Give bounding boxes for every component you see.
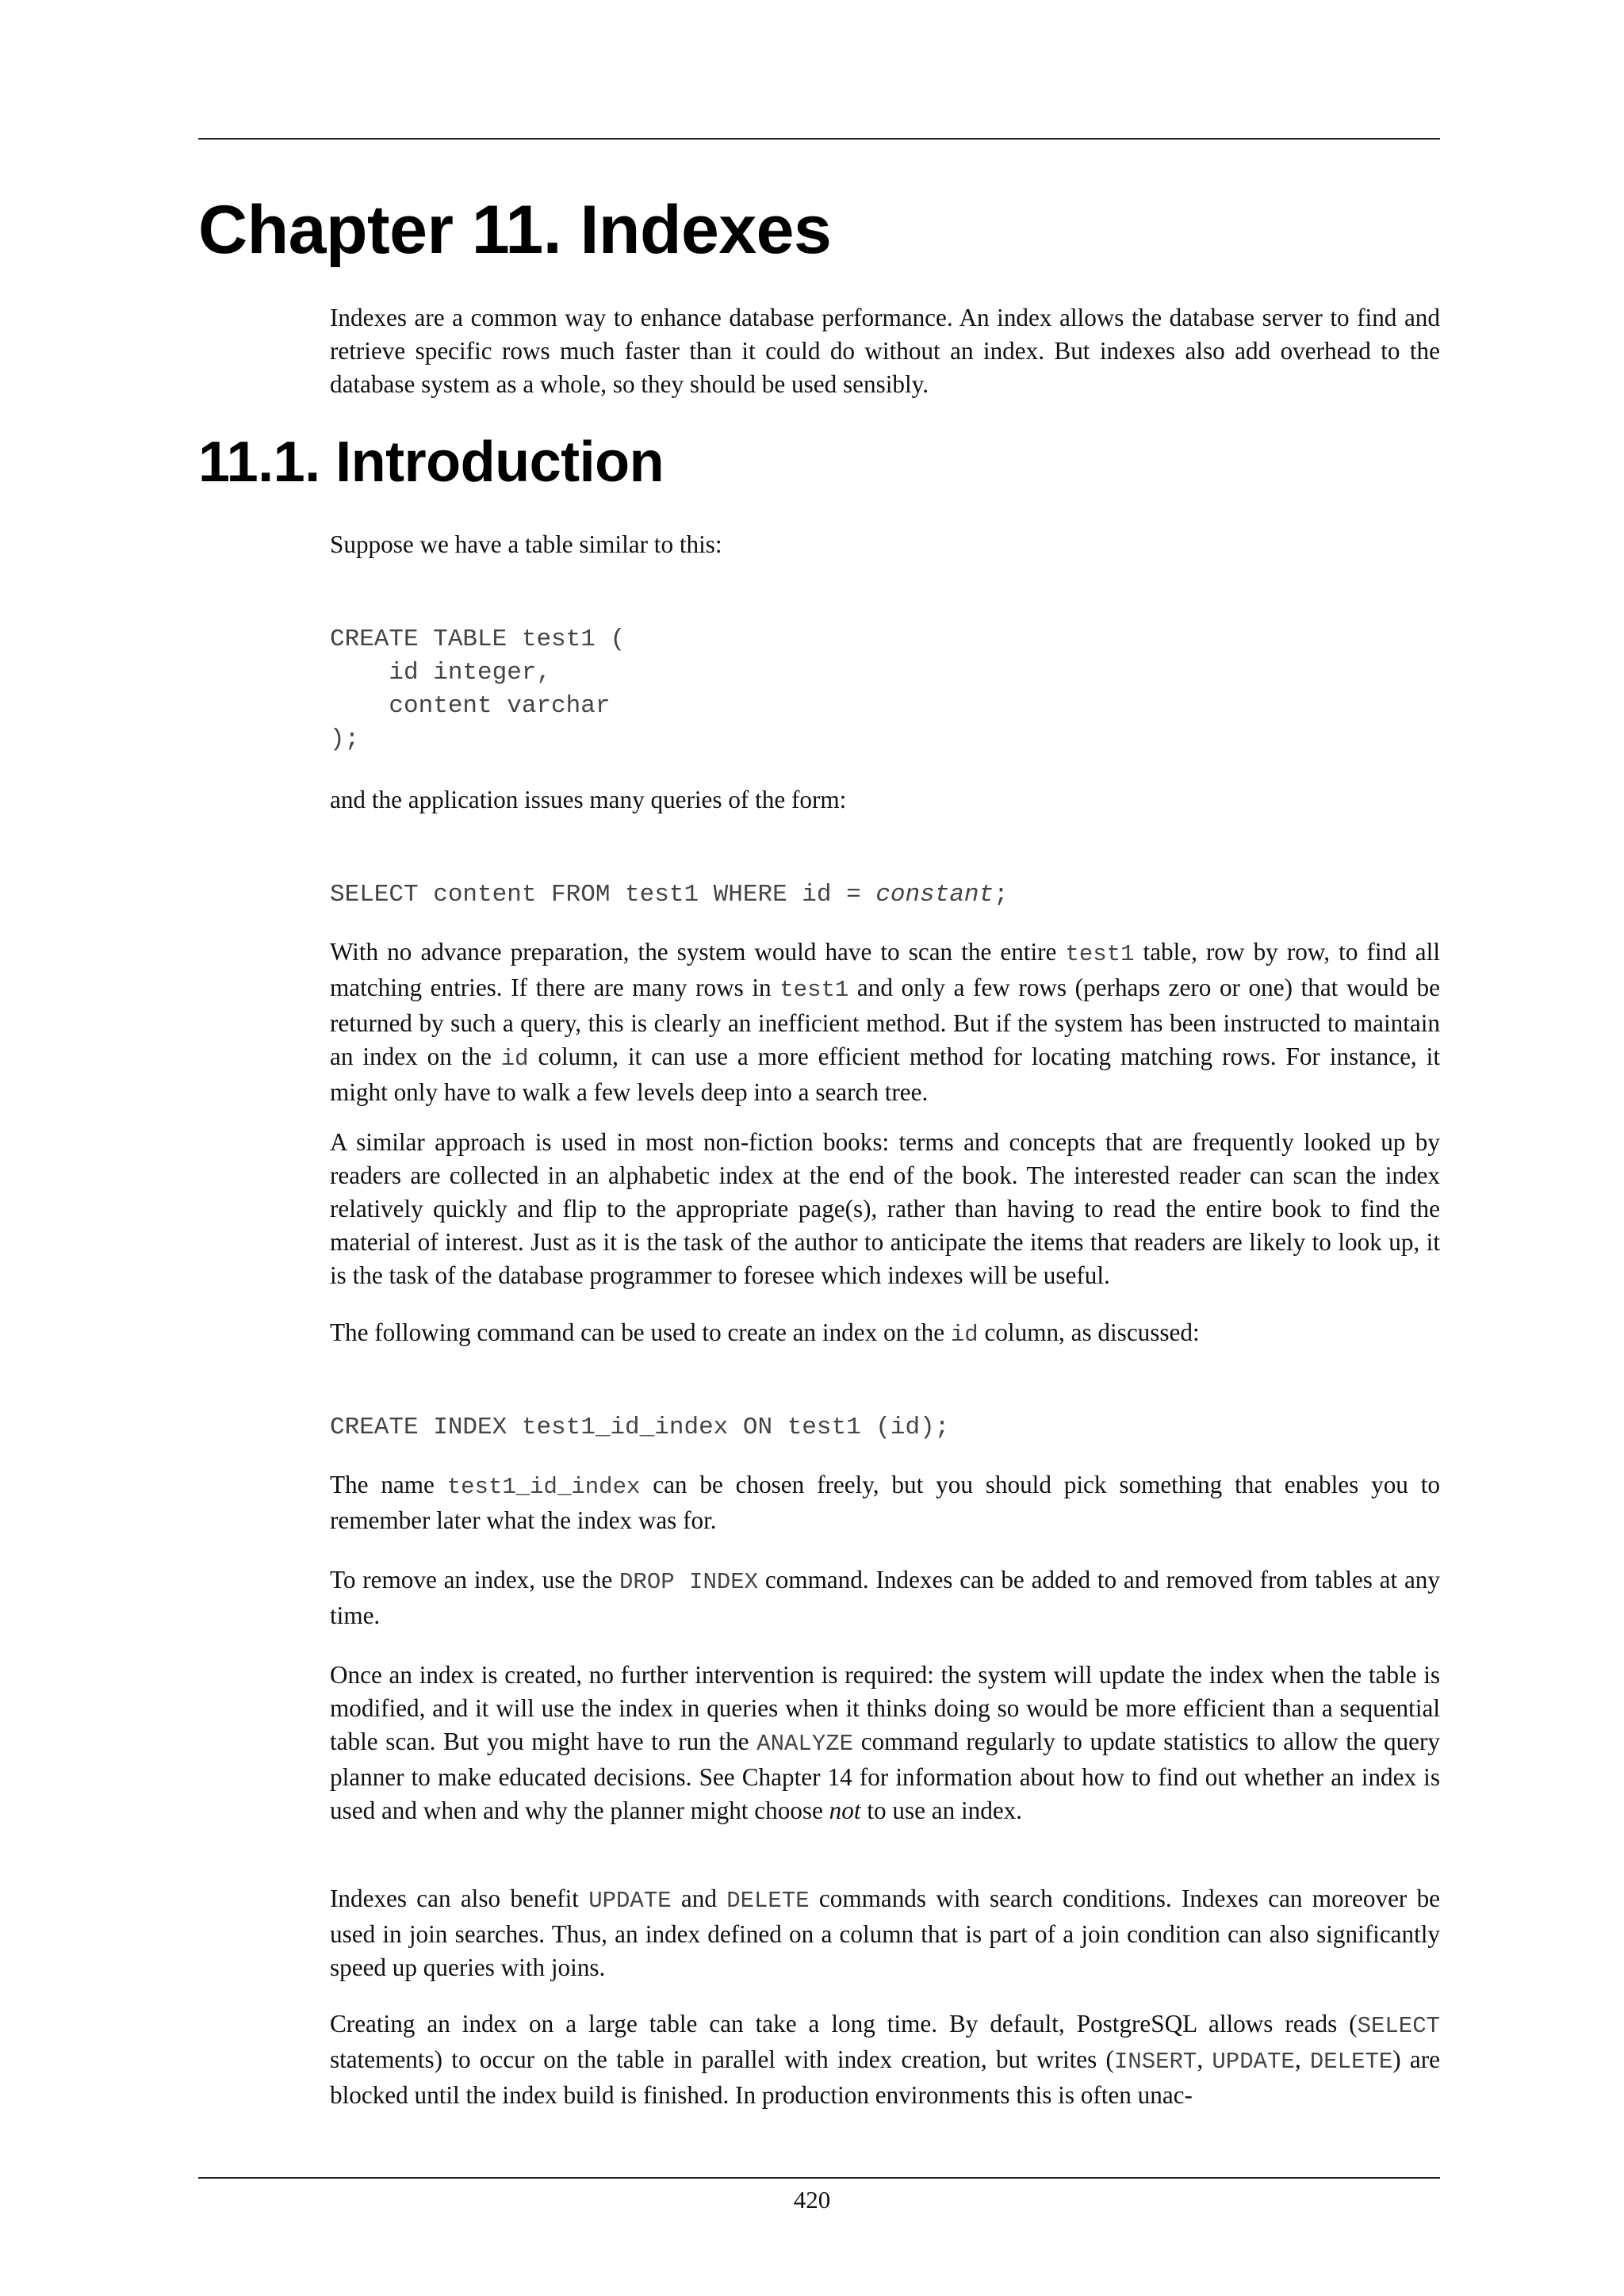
text-run: statements) to occur on the table in parallel with index creation, but writes ( bbox=[330, 2045, 1114, 2073]
inline-code-index-name: test1_id_index bbox=[446, 1474, 641, 1500]
text-run: The name bbox=[330, 1471, 447, 1498]
text-run: With no advance preparation, the system would have to scan the entire bbox=[330, 938, 1066, 966]
paragraph-benefit bbox=[330, 1882, 1440, 1984]
text-run: To remove an index, use the bbox=[330, 1566, 620, 1594]
paragraph-once bbox=[330, 1659, 1440, 1827]
text-run: Indexes can also benefit bbox=[330, 1885, 589, 1912]
text-run: for information about how to find out whether an index is used and when and why the planner might choose bbox=[330, 1763, 1440, 1824]
text-run: , bbox=[1294, 2045, 1310, 2073]
footer-rule bbox=[198, 2177, 1440, 2179]
code-create-table: CREATE TABLE test1 ( id integer, content varchar ); bbox=[330, 626, 626, 753]
inline-code-update: UPDATE bbox=[1212, 2049, 1295, 2075]
inline-code-insert: INSERT bbox=[1113, 2049, 1197, 2075]
chapter-title: Chapter 11. Indexes bbox=[198, 192, 832, 268]
inline-code-analyze: ANALYZE bbox=[756, 1731, 854, 1757]
text-run: Once an index is created, no further intervention is required: the system will update the index when the table is modified, and it will use the index in queries when it thinks doing so would be more efficient than a sequential table scan. But you might have to run the bbox=[330, 1661, 1440, 1755]
inline-code-drop-index: DROP INDEX bbox=[619, 1569, 759, 1595]
code-select-prefix: SELECT content FROM test1 WHERE id = bbox=[330, 881, 876, 909]
intro-paragraph: Indexes are a common way to enhance database performance. An index allows the database server to find and retrieve specific rows much faster than it could do without an index. But indexes also add overhead to the database system as a whole, so they should be used sensibly. bbox=[330, 304, 1440, 398]
text-run: command. Indexes can be added to and removed from tables at any time. bbox=[330, 1566, 1440, 1629]
emphasis-not: not bbox=[829, 1797, 861, 1824]
text-run: column, as discussed: bbox=[978, 1318, 1200, 1346]
code-select-query bbox=[330, 878, 1009, 912]
inline-code-test1: test1 bbox=[779, 977, 849, 1003]
paragraph-following bbox=[330, 1316, 1440, 1352]
text-run: The following command can be used to create an index on the bbox=[330, 1318, 951, 1346]
inline-code-id: id bbox=[950, 1322, 979, 1348]
inline-code-delete: DELETE bbox=[1309, 2049, 1393, 2075]
inline-code-update: UPDATE bbox=[588, 1888, 672, 1914]
paragraph-remove bbox=[330, 1563, 1440, 1632]
paragraph-application: and the application issues many queries of the form: bbox=[330, 786, 847, 813]
chapter-14-link[interactable]: Chapter 14 bbox=[741, 1763, 852, 1791]
text-run: and only a few rows (perhaps zero or one) that would be returned by such a query, this is clearly an inefficient method. But if the system has been instructed to maintain an index on the bbox=[330, 974, 1440, 1070]
code-select-placeholder: constant bbox=[875, 881, 994, 909]
inline-code-select: SELECT bbox=[1357, 2013, 1440, 2039]
inline-code-delete: DELETE bbox=[726, 1888, 810, 1914]
paragraph-similar: A similar approach is used in most non-fiction books: terms and concepts that are frequently looked up by readers are collected in an alphabetic index at the end of the book. The interested reader can scan the index relatively quickly and flip to the appropriate page(s), rather than having to read the entire book to find the material of interest. Just as it is the task of the author to anticipate the items that readers are likely to look up, it is the task of the database programmer to foresee which indexes will be useful. bbox=[330, 1128, 1440, 1289]
inline-code-id: id bbox=[500, 1046, 529, 1072]
text-run: and bbox=[671, 1885, 727, 1912]
text-run: commands with search conditions. Indexes can moreover be used in join searches. Thus, an index defined on a column that is part of a join condition can also significantly speed up queries with joins. bbox=[330, 1885, 1441, 1981]
text-run: column, it can use a more efficient method for locating matching rows. For instance, it might only have to walk a few levels deep into a search tree. bbox=[330, 1043, 1440, 1106]
paragraph-suppose: Suppose we have a table similar to this: bbox=[330, 530, 722, 558]
code-select-suffix: ; bbox=[994, 881, 1009, 909]
text-run: to use an index. bbox=[860, 1797, 1023, 1824]
paragraph-creating bbox=[330, 2007, 1440, 2112]
paragraph-no-advance bbox=[330, 936, 1440, 1109]
text-run: command regularly to update statistics to allow the query planner to make educated decisions. See bbox=[330, 1728, 1440, 1791]
text-run: table, row by row, to find all matching entries. If there are many rows in bbox=[330, 938, 1440, 1001]
text-run: can be chosen freely, but you should pick something that enables you to remember later what the index was for. bbox=[330, 1471, 1440, 1534]
text-run: Creating an index on a large table can take a long time. By default, PostgreSQL allows reads ( bbox=[330, 2010, 1358, 2038]
section-title: 11.1. Introduction bbox=[198, 430, 665, 494]
header-rule bbox=[198, 138, 1440, 140]
page-number: 420 bbox=[793, 2186, 831, 2214]
inline-code-test1: test1 bbox=[1065, 941, 1135, 967]
paragraph-name bbox=[330, 1468, 1440, 1537]
code-create-index: CREATE INDEX test1_id_index ON test1 (id); bbox=[330, 1414, 950, 1441]
text-run: ) are blocked until the index build is finished. In production environments this is often unac- bbox=[330, 2045, 1441, 2109]
text-run: , bbox=[1197, 2045, 1212, 2073]
